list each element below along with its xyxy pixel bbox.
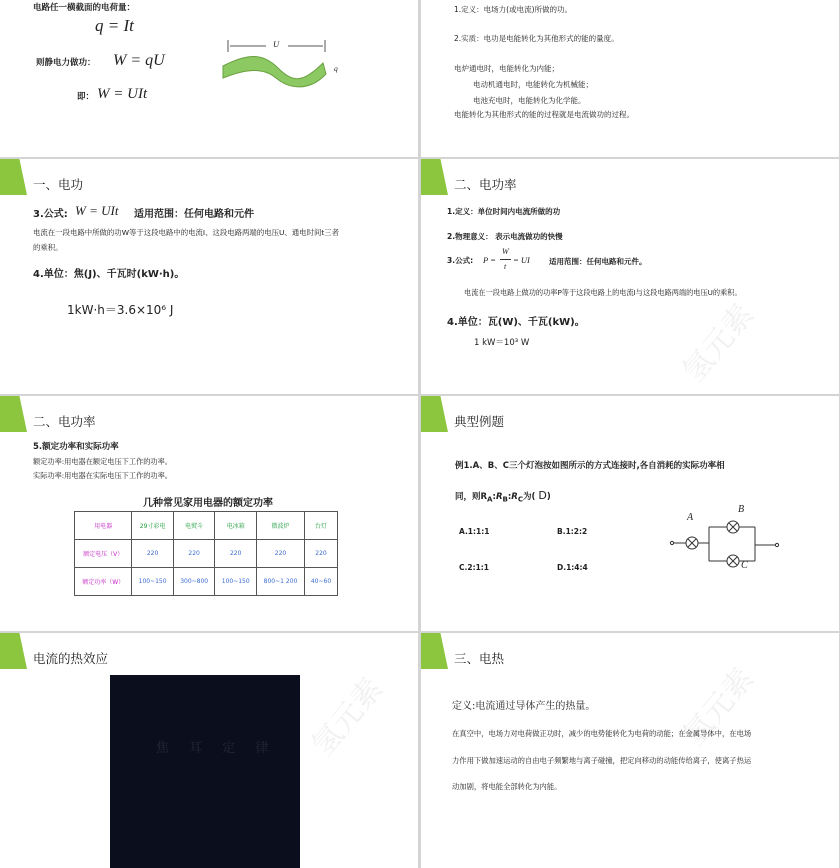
formula-den: t (504, 262, 507, 271)
para-line-3: 动加剧，将电能全部转化为内能。 (452, 782, 562, 791)
option-d[interactable]: D.1:4:4 (557, 563, 588, 572)
green-tab (421, 159, 448, 195)
colon: : (507, 492, 512, 502)
slide-title: 一、电功 (33, 177, 84, 192)
charge-text: 电路任一横截面的电荷量： (33, 3, 136, 13)
photo-text: 焦 耳 定 律 (156, 741, 277, 756)
question-line-1: 例1.A、B、C三个灯泡按如图所示的方式连接时,各自消耗的实际功率相 (455, 461, 725, 471)
slide-6[interactable] (421, 396, 839, 631)
work-label: 则静电力做功： (36, 58, 96, 68)
header-cell: 电冰箱 (215, 512, 257, 540)
slide-title: 三、电热 (454, 651, 505, 666)
rated-power-line: 额定功率:用电器在额定电压下工作的功率。 (33, 457, 172, 466)
answer: D (538, 489, 547, 502)
header-cell: 微波炉 (257, 512, 305, 540)
conversion: 1 kW＝10³ W (474, 338, 530, 348)
conductor-figure (218, 38, 348, 98)
meaning: 2.物理意义： 表示电流做功的快慢 (447, 232, 563, 241)
conversion: 1kW·h＝3.6×10⁶ J (67, 303, 174, 317)
slide-8[interactable] (421, 633, 839, 868)
actual-power-line: 实际功率:用电器在实际电压下工作的功率。 (33, 471, 172, 480)
formula-rhs: = UI (513, 255, 530, 265)
option-a[interactable]: A.1:1:1 (459, 527, 490, 536)
q-close: ) (546, 492, 551, 502)
q-pre: 同，则R (455, 492, 488, 502)
slide-title: 典型例题 (454, 414, 505, 429)
question-line-2: 同，则$R_A:R_B:R_C$为( D) (455, 489, 551, 504)
q-post: 为( (523, 492, 536, 502)
slide-title: 电流的热效应 (33, 651, 109, 666)
unit: 4.单位：瓦(W)、千瓦(kW)。 (447, 317, 585, 328)
formula-w-uit: W = UIt (97, 86, 148, 102)
para-line-1: 在真空中，电场力对电荷做正功时，减少的电势能转化为电荷的动能；在金属导体中，在电场 (452, 729, 752, 738)
formula-q: q = It (95, 16, 134, 35)
joule-law-book-photo (110, 675, 300, 868)
unit: 4.单位：焦(J)、千瓦时(kW·h)。 (33, 269, 185, 280)
option-c[interactable]: C.2:1:1 (459, 563, 490, 572)
cell: 220 (215, 540, 257, 568)
option-b[interactable]: B.1:2:2 (557, 527, 588, 536)
table-row (75, 568, 338, 596)
cell: 800~1 200 (257, 568, 305, 596)
row-label: 额定功率（W） (75, 568, 132, 596)
slide-5[interactable] (0, 396, 418, 631)
line-summary: 电能转化为其他形式的能的过程就是电流做功的过程。 (454, 110, 634, 119)
label-a: A (687, 512, 694, 523)
cell: 40~60 (305, 568, 338, 596)
cell: 220 (132, 540, 174, 568)
circuit-diagram (669, 516, 785, 576)
para: 电流在一段电路上做功的功率P等于这段电路上的电流I与这段电路两端的电压U的乘积。 (464, 288, 742, 297)
cell: 220 (173, 540, 215, 568)
line-furnace: 电炉通电时，电能转化为内能； (454, 64, 559, 73)
scope: 适用范围：任何电路和元件。 (549, 257, 647, 266)
header-cell: 29寸彩电 (132, 512, 174, 540)
formula-label: 3.公式: (33, 209, 68, 220)
cell: 300~800 (173, 568, 215, 596)
formula: W = UIt (75, 203, 119, 218)
para-2: 的乘积。 (33, 243, 63, 252)
ie-label: 即： (77, 92, 95, 102)
green-tab (0, 633, 27, 669)
heading: 5.额定功率和实际功率 (33, 442, 119, 452)
u-label: U (273, 39, 280, 49)
row-label: 额定电压（V） (75, 540, 132, 568)
para-line-2: 力作用下做加速运动的自由电子频繁地与离子碰撞，把定向移动的动能传给离子，使离子热运 (452, 756, 752, 765)
para: 电流在一段电路中所做的功W等于这段电路中的电流I、这段电路两端的电压U、通电时间t三者 (33, 228, 340, 237)
table-row (75, 540, 338, 568)
slide-1[interactable] (0, 0, 418, 157)
sub-b: B (502, 494, 508, 504)
formula-label: 3.公式: (447, 256, 474, 265)
header-cell: 用电器 (75, 512, 132, 540)
green-tab (421, 396, 448, 432)
slide-title: 二、电功率 (33, 414, 96, 429)
definition: 1.定义：单位时间内电流所做的功 (447, 207, 561, 216)
rated-power-table (74, 511, 338, 596)
header-cell: 台灯 (305, 512, 338, 540)
cell: 100~150 (132, 568, 174, 596)
cell: 220 (257, 540, 305, 568)
green-tab (0, 159, 27, 195)
sub-a: A (487, 494, 493, 504)
header-cell: 电熨斗 (173, 512, 215, 540)
table-title: 几种常见家用电器的额定功率 (143, 498, 273, 509)
slide-title: 二、电功率 (454, 177, 517, 192)
colon: : (492, 492, 496, 502)
fraction-bar (500, 259, 511, 260)
slide-4[interactable] (421, 159, 839, 394)
slide-7[interactable] (0, 633, 418, 868)
watermark: 氢元素 (676, 297, 762, 389)
formula-w-qu: W = qU (113, 52, 165, 69)
formula-num: W (502, 247, 509, 256)
label-b: B (738, 504, 745, 515)
slide-3[interactable] (0, 159, 418, 394)
line-motor: 电动机通电时，电能转化为机械能； (473, 80, 593, 89)
table-header-row (75, 512, 338, 540)
green-tab (421, 633, 448, 669)
slide-2[interactable] (421, 0, 839, 157)
definition: 定义:电流通过导体产生的热量。 (452, 701, 596, 712)
watermark: 氢元素 (676, 661, 762, 753)
line-definition: 1.定义：电场力(或电流)所做的功。 (454, 5, 573, 14)
watermark: 氢元素 (305, 671, 391, 763)
label-c: C (741, 560, 748, 571)
sub-c: C (517, 494, 524, 504)
line-battery: 电池充电时，电能转化为化学能。 (473, 96, 586, 105)
green-tab (0, 396, 27, 432)
formula-lhs: P = (483, 255, 496, 265)
scope: 适用范围：任何电路和元件 (134, 209, 254, 220)
line-essence: 2.实质：电功是电能转化为其他形式的能的量度。 (454, 34, 619, 43)
cell: 220 (305, 540, 338, 568)
cell: 100~150 (215, 568, 257, 596)
q-label: q (334, 64, 338, 73)
